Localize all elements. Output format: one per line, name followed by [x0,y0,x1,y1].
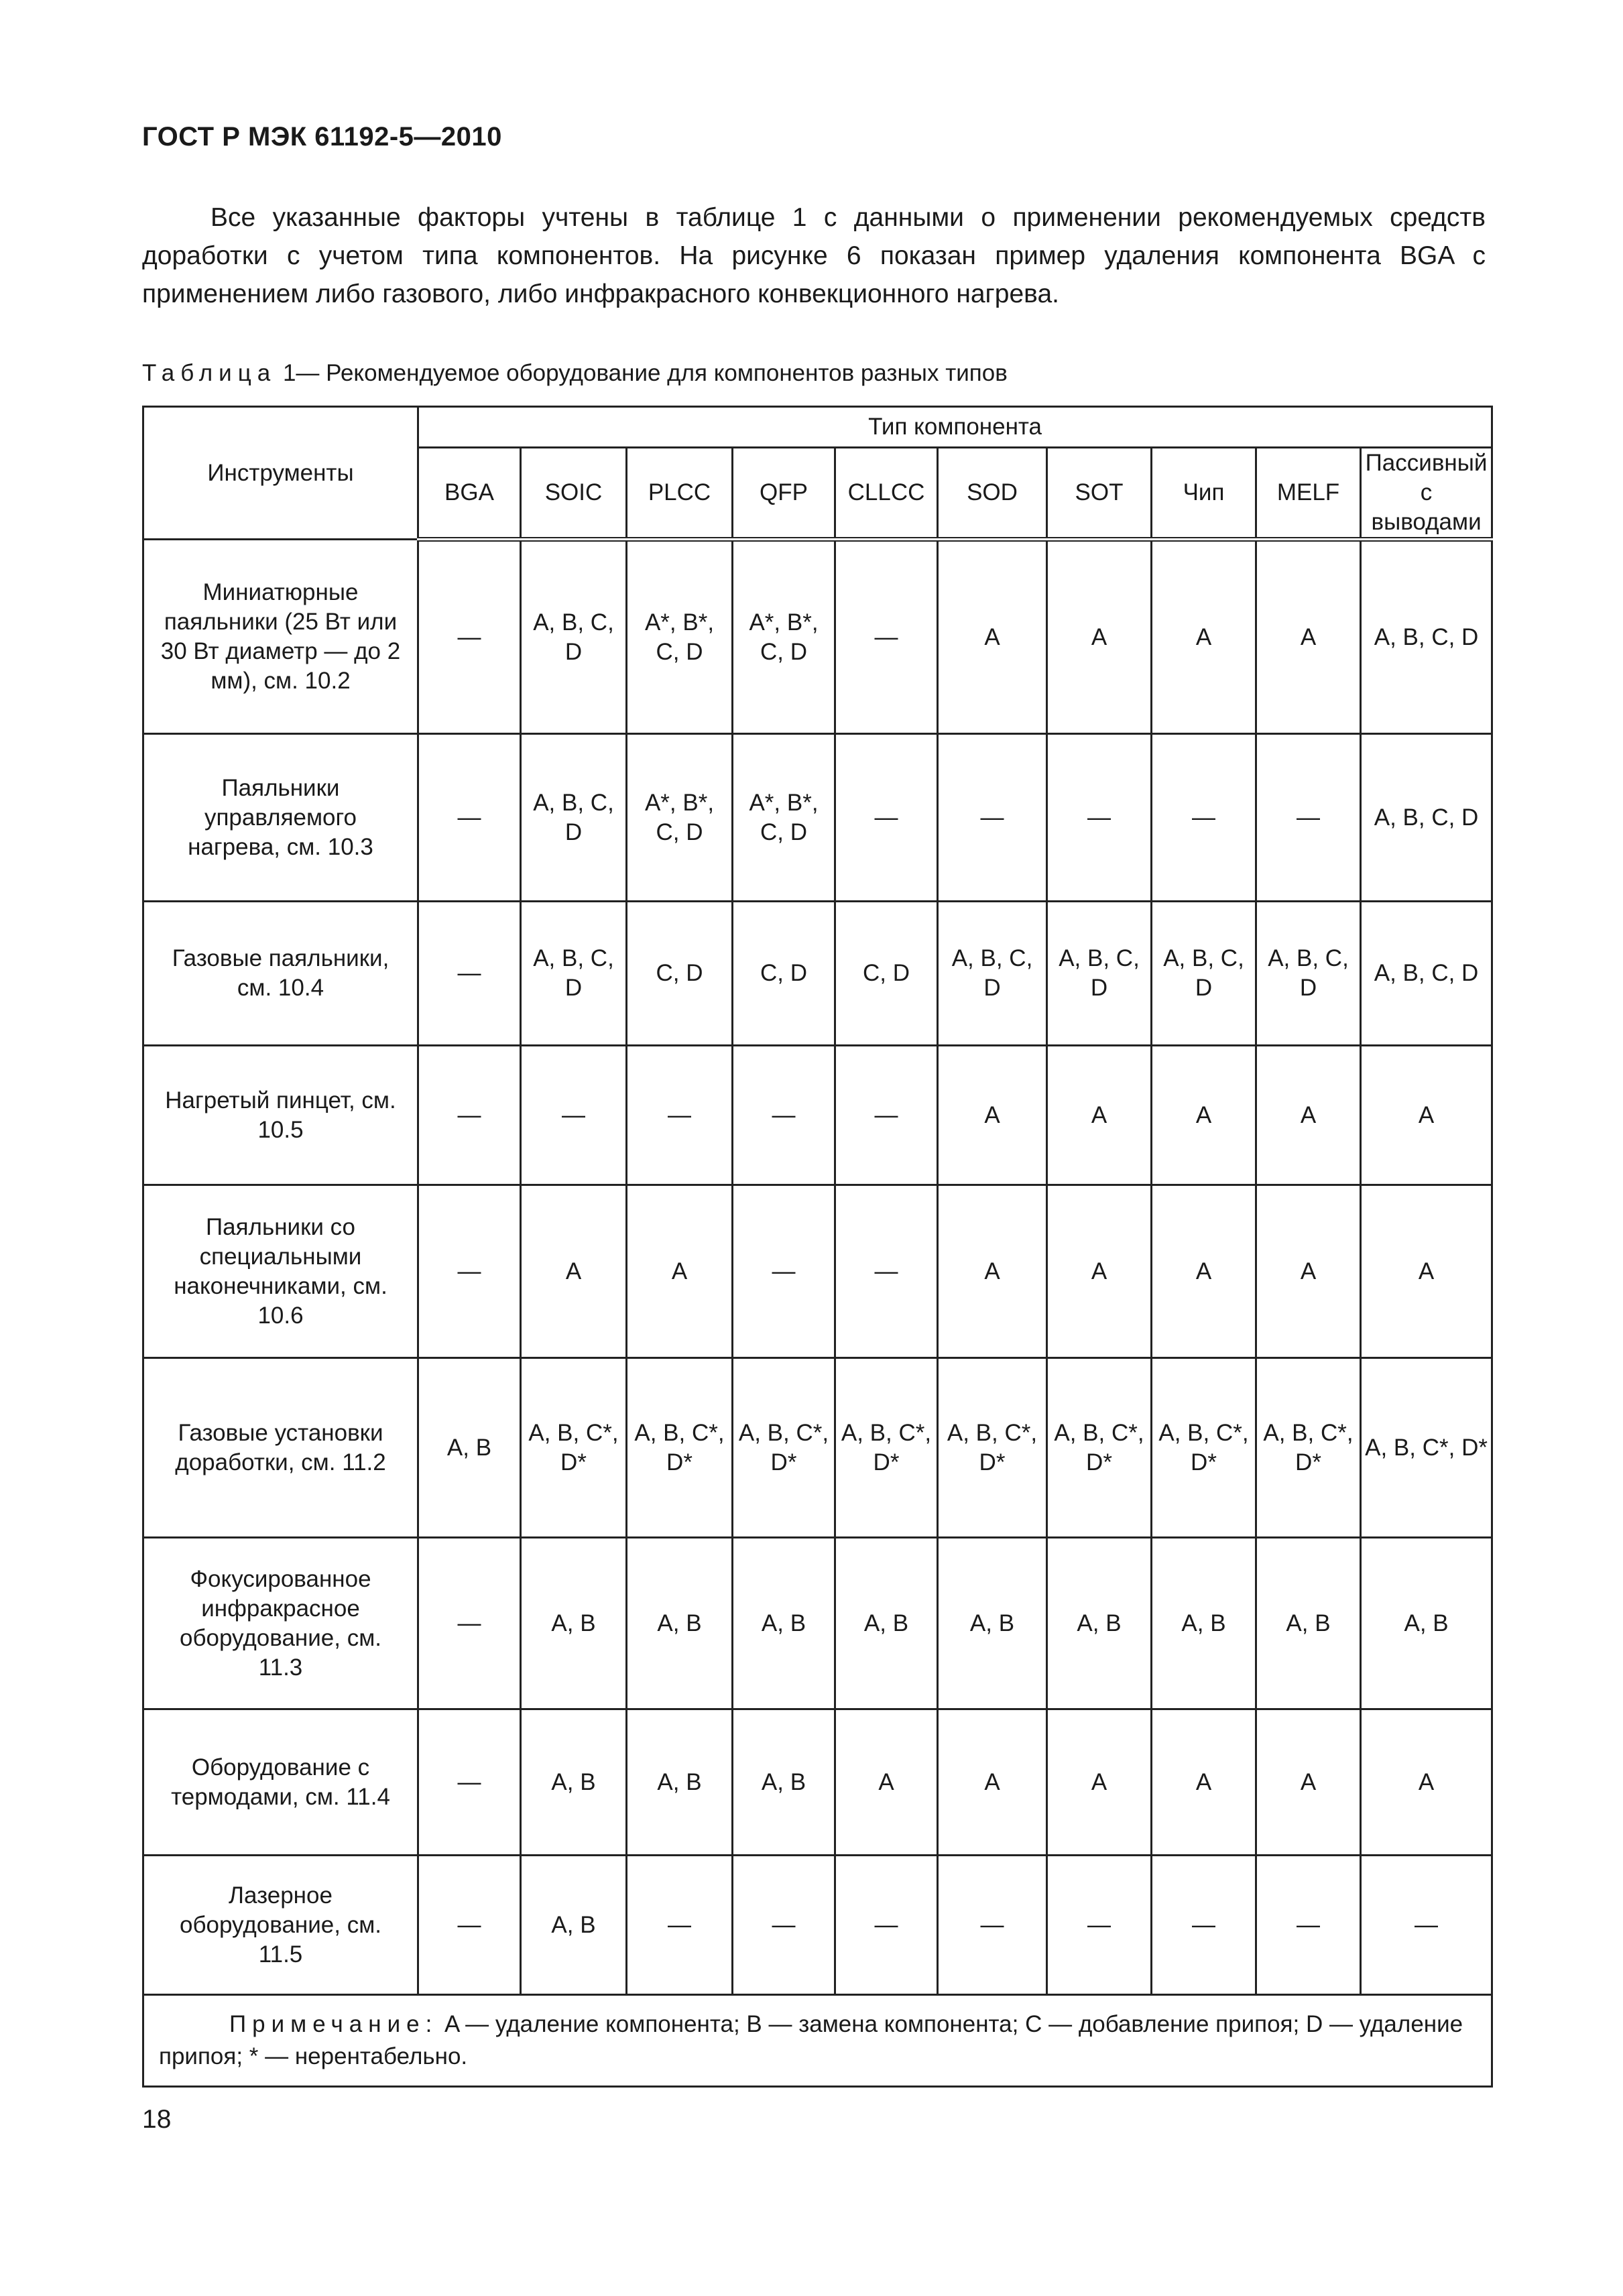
applicability-cell: A, B [418,1358,521,1538]
applicability-cell: A, B, C*, D* [627,1358,733,1538]
applicability-cell: A, B, C, D [521,902,627,1046]
tool-name-cell: Паяльники управляемого нагрева, см. 10.3 [143,734,418,902]
applicability-cell: — [938,734,1047,902]
applicability-cell: — [1047,1856,1152,1995]
tool-name-cell: Газовые паяльники, см. 10.4 [143,902,418,1046]
tool-name-cell: Оборудование с термодами, см. 11.4 [143,1709,418,1856]
applicability-cell: — [835,1046,938,1185]
table-caption [142,360,1008,387]
applicability-cell: A, B [938,1538,1047,1709]
applicability-cell: A*, B*, C, D [627,540,733,734]
applicability-cell: — [521,1046,627,1185]
applicability-cell: — [418,1185,521,1358]
applicability-cell: A [938,1709,1047,1856]
applicability-cell: A, B [835,1538,938,1709]
applicability-cell: — [835,1185,938,1358]
applicability-cell: — [1256,734,1361,902]
table-row [143,1046,1492,1185]
applicability-cell: A [521,1185,627,1358]
applicability-cell: A [1152,1185,1256,1358]
applicability-cell: A, B, C*, D* [1256,1358,1361,1538]
applicability-cell: A, B, C, D [938,902,1047,1046]
note-text: A — удаление компонента; B — замена компонента; C — добавление припоя; D — удаление припоя; * — нерентабельно. [159,2011,1463,2069]
column-header: SOT [1047,448,1152,540]
applicability-cell: A, B, C, D [1361,540,1492,734]
column-header: CLLCC [835,448,938,540]
applicability-cell: C, D [627,902,733,1046]
applicability-cell: — [418,1856,521,1995]
tool-name-cell: Нагретый пинцет, см. 10.5 [143,1046,418,1185]
column-header: SOD [938,448,1047,540]
tools-column-header: Инструменты [143,407,418,540]
applicability-cell: A [938,1046,1047,1185]
equipment-table [142,406,1493,2088]
applicability-cell: — [938,1856,1047,1995]
applicability-cell: A [1047,1709,1152,1856]
applicability-cell: A [1361,1185,1492,1358]
applicability-cell: A, B, C, D [1361,902,1492,1046]
column-header: Чип [1152,448,1256,540]
applicability-cell: A [1256,1046,1361,1185]
applicability-cell: A*, B*, C, D [627,734,733,902]
applicability-cell: — [835,540,938,734]
tool-name-cell: Лазерное оборудование, см. 11.5 [143,1856,418,1995]
applicability-cell: A, B, C, D [1361,734,1492,902]
applicability-cell: A, B [1256,1538,1361,1709]
table-row [143,1856,1492,1995]
applicability-cell: A [1361,1046,1492,1185]
table-row [143,1185,1492,1358]
applicability-cell: A, B [521,1538,627,1709]
page-number: 18 [142,2105,172,2134]
applicability-cell: — [418,540,521,734]
column-header: MELF [1256,448,1361,540]
applicability-cell: A [1152,1709,1256,1856]
applicability-cell: A, B, C, D [1047,902,1152,1046]
applicability-cell: A, B [1152,1538,1256,1709]
applicability-cell: — [418,1538,521,1709]
table-row [143,1538,1492,1709]
applicability-cell: A, B, C, D [1256,902,1361,1046]
applicability-cell: — [1152,1856,1256,1995]
note-label: Примечание: [229,2011,438,2037]
applicability-cell: — [418,1046,521,1185]
applicability-cell: A, B, C*, D* [938,1358,1047,1538]
applicability-cell: A, B, C*, D* [1152,1358,1256,1538]
applicability-cell: — [1256,1856,1361,1995]
column-header: SOIC [521,448,627,540]
table-row [143,902,1492,1046]
applicability-cell: A, B [521,1856,627,1995]
applicability-cell: A [1152,1046,1256,1185]
applicability-cell: A, B, C*, D* [835,1358,938,1538]
applicability-cell: — [1152,734,1256,902]
intro-text: Все указанные факторы учтены в таблице 1 с данными о применении рекомендуемых средств доработки с учетом типа компонентов. На рисунке 6 показан пример удаления компонента BGA с применением либо газового, либо инфракрасного конвекционного нагрева. [142,203,1486,308]
applicability-cell: A [835,1709,938,1856]
tool-name-cell: Фокусированное инфракрасное оборудование, см. 11.3 [143,1538,418,1709]
applicability-cell: A, B, C*, D* [1047,1358,1152,1538]
applicability-cell: A, B, C*, D* [1361,1358,1492,1538]
applicability-cell: — [835,1856,938,1995]
applicability-cell: — [1361,1856,1492,1995]
table-caption-label: Таблица [142,360,277,386]
applicability-cell: A [1047,1046,1152,1185]
applicability-cell: A, B [627,1538,733,1709]
tool-name-cell: Паяльники со специальными наконечниками, см. 10.6 [143,1185,418,1358]
column-header: QFP [733,448,835,540]
applicability-cell: — [418,902,521,1046]
component-type-header: Тип компонента [418,407,1492,448]
applicability-cell: C, D [733,902,835,1046]
tool-name-cell: Миниатюрные паяльники (25 Вт или 30 Вт диаметр — до 2 мм), см. 10.2 [143,540,418,734]
applicability-cell: A, B [1361,1538,1492,1709]
applicability-cell: A, B, C*, D* [521,1358,627,1538]
applicability-cell: A, B, C*, D* [733,1358,835,1538]
column-header: BGA [418,448,521,540]
column-header: Пассивный с выводами [1361,448,1492,540]
applicability-cell: A [1256,540,1361,734]
applicability-cell: — [418,1709,521,1856]
applicability-cell: A*, B*, C, D [733,734,835,902]
applicability-cell: A [1152,540,1256,734]
applicability-cell: — [627,1856,733,1995]
applicability-cell: A, B, C, D [521,540,627,734]
table-row [143,734,1492,902]
applicability-cell: A [627,1185,733,1358]
applicability-cell: A [938,1185,1047,1358]
table-row [143,1358,1492,1538]
applicability-cell: A, B [627,1709,733,1856]
table-row [143,1709,1492,1856]
applicability-cell: A [1047,1185,1152,1358]
applicability-cell: A, B [521,1709,627,1856]
table-note [143,1995,1492,2087]
applicability-cell: C, D [835,902,938,1046]
table-row [143,540,1492,734]
applicability-cell: A, B, C, D [1152,902,1256,1046]
applicability-cell: A, B, C, D [521,734,627,902]
applicability-cell: — [627,1046,733,1185]
intro-paragraph [142,198,1486,313]
applicability-cell: A [1361,1709,1492,1856]
applicability-cell: A [1256,1709,1361,1856]
applicability-cell: — [733,1185,835,1358]
applicability-cell: — [418,734,521,902]
applicability-cell: A [1047,540,1152,734]
document-header: ГОСТ Р МЭК 61192-5—2010 [142,122,502,152]
applicability-cell: — [733,1046,835,1185]
column-header: PLCC [627,448,733,540]
applicability-cell: A, B [733,1709,835,1856]
applicability-cell: A, B [1047,1538,1152,1709]
table-caption-text: 1— Рекомендуемое оборудование для компонентов разных типов [282,360,1008,386]
applicability-cell: — [1047,734,1152,902]
applicability-cell: A [938,540,1047,734]
applicability-cell: A*, B*, C, D [733,540,835,734]
tool-name-cell: Газовые установки доработки, см. 11.2 [143,1358,418,1538]
applicability-cell: — [733,1856,835,1995]
applicability-cell: A [1256,1185,1361,1358]
applicability-cell: — [835,734,938,902]
applicability-cell: A, B [733,1538,835,1709]
